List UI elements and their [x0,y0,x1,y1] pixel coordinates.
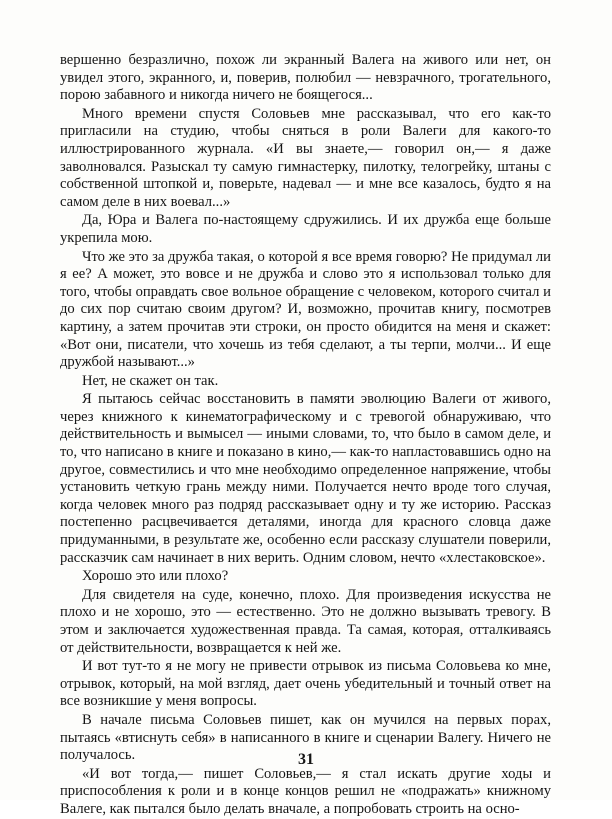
paragraph: Для свидетеля на суде, конечно, плохо. Для произведения искусства не плохо и не хорошо, это — естественно. Это не должно вызывать тревогу. В этом и заключается художественная правда. Та самая, которая, отталкиваясь от действительности, возвращается к ней же. [60,586,551,656]
paragraph: Я пытаюсь сейчас восстановить в памяти эволюцию Валеги от живого, через книжного к кинематографическому и с тревогой обнаруживаю, что действительность и вымысел — иными словами, то, что было в самом деле, и то, что написано в книге и показано в кино,— как-то напластовавшись одно на другое, совместились и что мне необходимо определенное напряжение, чтобы установить четкую грань между ними. Получается нечто вроде того случая, когда человек много раз подряд рассказывает одну и ту же историю. Рассказ постепенно расцвечивается деталями, иногда для красного словца даже придуманными, в результате же, особенно если рассказу слушатели поверили, рассказчик сам начинает в них верить. Одним словом, нечто «хлестаковское». [60,391,551,566]
paragraph: Хорошо это или плохо? [82,568,229,585]
paragraph: В начале письма Соловьев пишет, как он мучился на первых порах, пытаясь «втиснуть себя» в написанного в книге и сценарии Валегу. Ничего не получалось. [60,711,551,764]
paragraph: Что же это за дружба такая, о которой я все время говорю? Не придумал ли я ее? А может, это вовсе и не дружба и слово это я использовал только для того, чтобы оправдать свое вольное обращение с человеком, которого считал и до сих пор считаю своим другом? И, возможно, прочитав книгу, посмотрев картину, а затем прочитав эти строки, он просто обидится на меня и скажет: «Вот они, писатели, что хочешь из тебя сделают, а ты терпи, молчи... И еще дружбой называют...» [60,248,551,371]
body-text [60,52,551,819]
paragraph: Много времени спустя Соловьев мне рассказывал, что его как-то пригласили на студию, чтобы сняться в роли Валеги для какого-то иллюстрированного журнала. «И вы знаете,— говорил он,— я даже заволновался. Разыскал ту самую гимнастерку, пилотку, телогрейку, штаны с собственной штопкой и, поверьте, надевал — и мне все казалось, будто я на самом деле в них воевал...» [60,105,551,210]
paragraph: вершенно безразлично, похож ли экранный Валега на живого или нет, он увидел этого, экранного, и, поверив, полюбил — невзрачного, трогательного, порою забавного и никогда ничего не боящегося... [60,52,551,104]
paragraph: Да, Юра и Валега по-настоящему сдружились. И их дружба еще больше укрепила мою. [60,212,551,246]
page-number: 31 [298,751,314,768]
paragraph: Нет, не скажет он так. [82,372,219,389]
paragraph: И вот тут-то я не могу не привести отрывок из письма Соловьева ко мне, отрывок, который, на мой взгляд, дает очень убедительный и точный ответ на все возникшие у меня вопросы. [60,658,551,710]
paragraph: «И вот тогда,— пишет Соловьев,— я стал искать другие ходы и приспособления к роли и в конце концов решил не «подражать» книжному Валеге, как пытался было делать вначале, а попробовать строить на осно- [60,765,551,817]
